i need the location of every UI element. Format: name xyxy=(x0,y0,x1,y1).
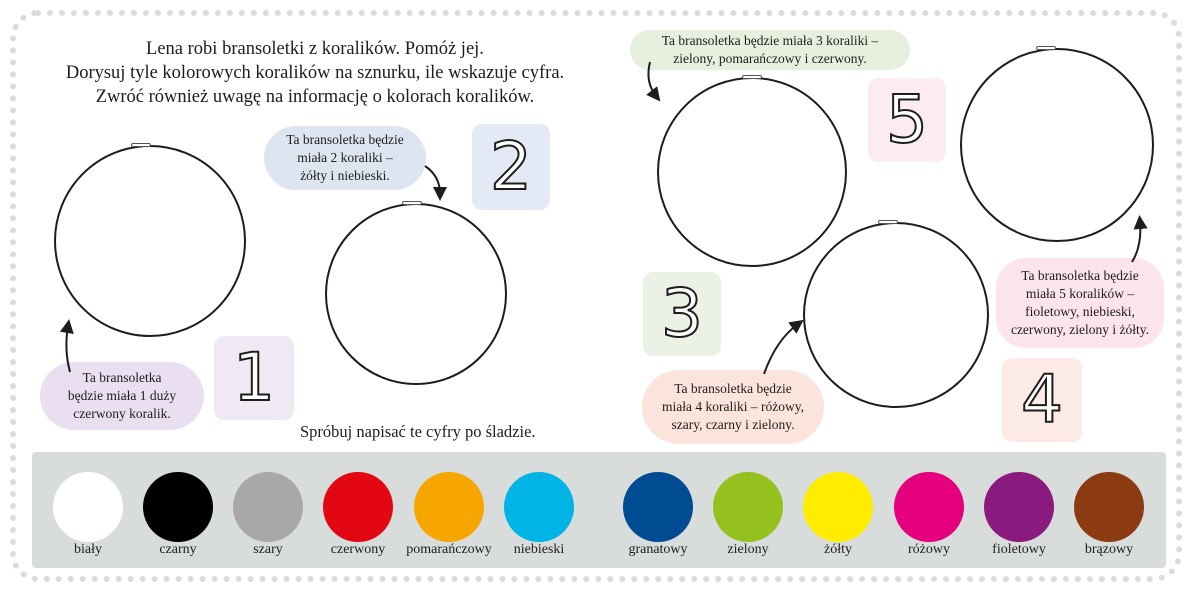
swatch-zielony[interactable] xyxy=(713,472,783,542)
swatch-rozowy[interactable] xyxy=(894,472,964,542)
instructions-line-3: Zwróć również uwagę na informację o kolorach koralików. xyxy=(95,87,535,107)
swatch-label-szary: szary xyxy=(253,542,283,557)
swatch-granatowy[interactable] xyxy=(623,472,693,542)
swatch-szary[interactable] xyxy=(233,472,303,542)
trace-note: Spróbuj napisać te cyfry po śladzie. xyxy=(300,422,536,441)
bracelet-4-note-text: Ta bransoletka będzie miała 4 koraliki – różowy, szary, czarny i zielony. xyxy=(662,381,804,432)
swatch-brazowy[interactable] xyxy=(1074,472,1144,542)
bracelet-3-note-text: Ta bransoletka będzie miała 3 koraliki – zielony, pomarańczowy i czerwony. xyxy=(661,33,879,66)
swatch-label-niebieski: niebieski xyxy=(513,542,565,557)
swatch-label-zolty: żółty xyxy=(824,542,852,557)
number-card-3-digit: 3 xyxy=(661,275,703,352)
number-card-2-digit: 2 xyxy=(490,128,532,205)
swatch-label-bialy: biały xyxy=(74,542,102,557)
swatch-label-rozowy: różowy xyxy=(908,542,950,557)
arrow-note-1 xyxy=(66,326,70,372)
swatch-fioletowy[interactable] xyxy=(984,472,1054,542)
swatch-label-brazowy: brązowy xyxy=(1084,542,1134,557)
swatch-czarny[interactable] xyxy=(143,472,213,542)
arrow-note-5 xyxy=(1132,222,1140,262)
arrow-note-4 xyxy=(764,324,798,374)
number-card-1-digit: 1 xyxy=(233,339,275,416)
swatch-pomaranczowy[interactable] xyxy=(414,472,484,542)
swatch-label-pomaranczowy: pomarańczowy xyxy=(406,542,492,557)
instructions-line-1: Lena robi bransoletki z koralików. Pomóż jej. xyxy=(146,39,484,59)
swatch-label-czarny: czarny xyxy=(159,542,197,557)
number-card-4-digit: 4 xyxy=(1021,361,1063,438)
swatch-niebieski[interactable] xyxy=(504,472,574,542)
bracelet-1-note-text: Ta bransoletka będzie miała 1 duży czerwony koralik. xyxy=(67,370,177,421)
bracelet-5-note-text: Ta bransoletka będzie miała 5 koralików – fioletowy, niebieski, czerwony, zielony i żółty. xyxy=(1010,268,1150,337)
swatch-label-fioletowy: fioletowy xyxy=(992,542,1046,557)
swatch-bialy[interactable] xyxy=(53,472,123,542)
bracelet-2-note-text: Ta bransoletka będzie miała 2 koraliki – żółty i niebieski. xyxy=(286,132,404,183)
swatch-czerwony[interactable] xyxy=(323,472,393,542)
swatch-label-granatowy: granatowy xyxy=(628,542,688,557)
swatch-label-czerwony: czerwony xyxy=(330,542,386,557)
color-palette xyxy=(32,452,1166,568)
swatch-label-zielony: zielony xyxy=(727,542,769,557)
number-card-5-digit: 5 xyxy=(886,81,928,158)
arrow-note-3 xyxy=(648,62,656,96)
instructions-line-2: Dorysuj tyle kolorowych koralików na sznurku, ile wskazuje cyfra. xyxy=(65,63,565,83)
swatch-zolty[interactable] xyxy=(803,472,873,542)
arrow-note-2 xyxy=(425,166,440,194)
